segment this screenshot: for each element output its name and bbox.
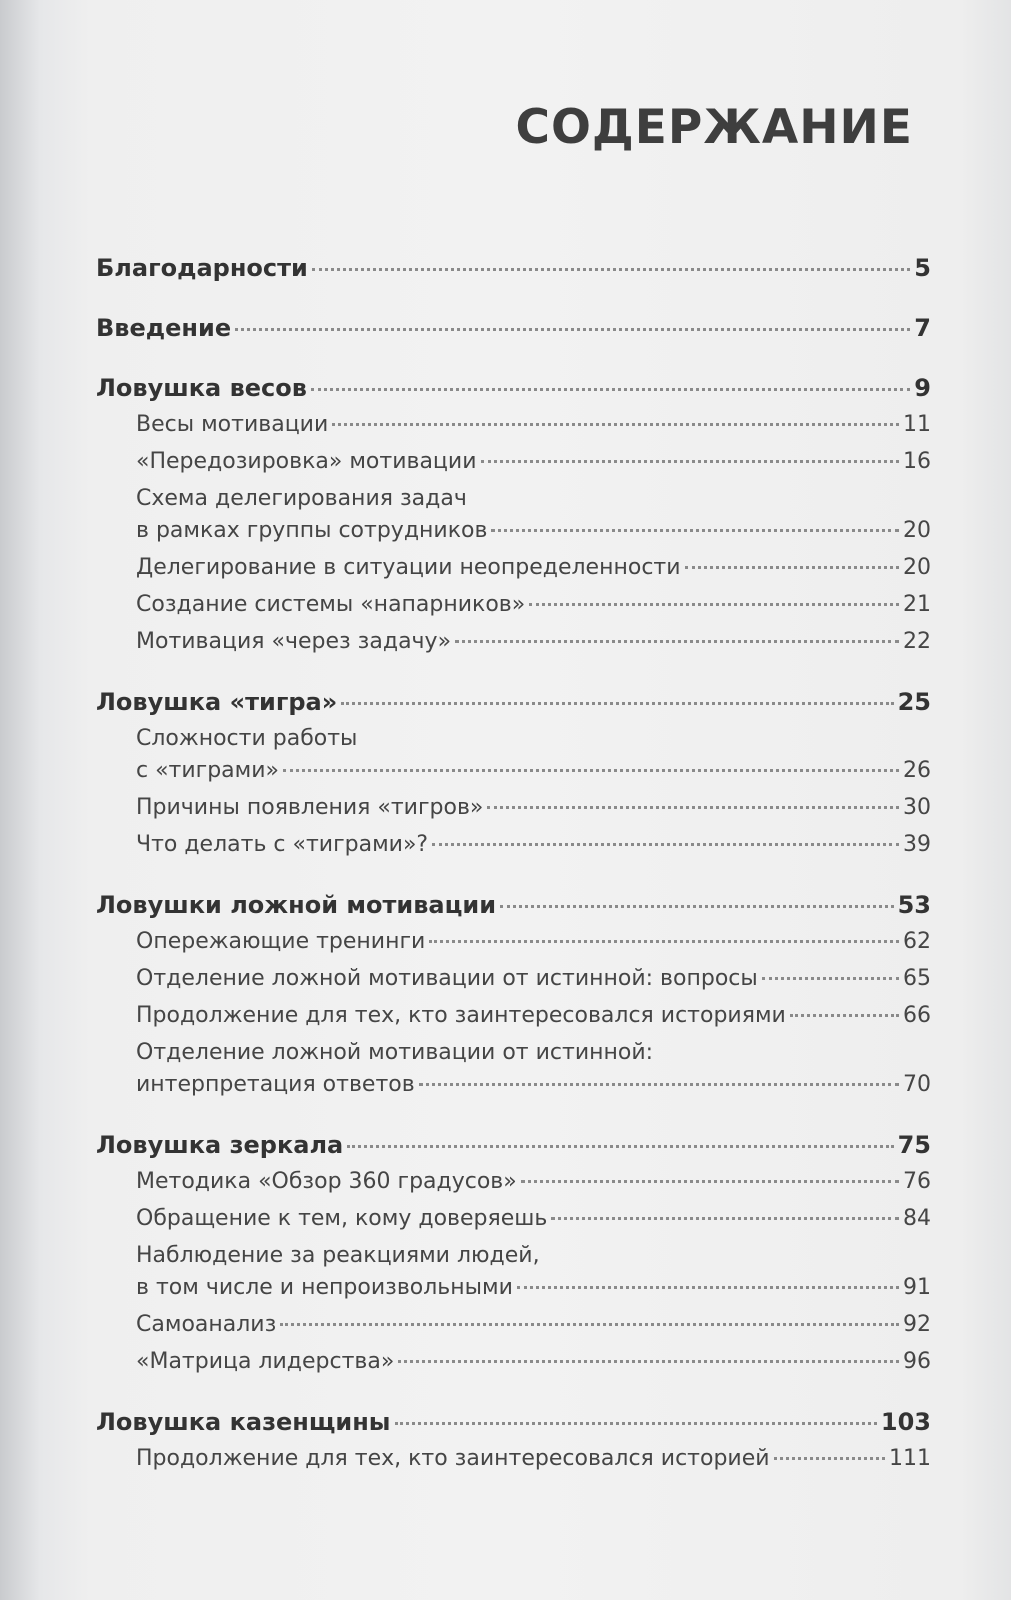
dot-leader <box>517 1286 899 1289</box>
toc-entry-title: Методика «Обзор 360 градусов» <box>136 1169 517 1194</box>
toc-chapter <box>96 312 931 344</box>
toc-page-number: 84 <box>903 1206 931 1231</box>
toc-entry-title: Ловушка казенщины <box>96 1408 391 1436</box>
toc-page-number: 96 <box>903 1349 931 1374</box>
toc-section <box>136 1443 931 1475</box>
toc-page-number: 7 <box>914 314 931 342</box>
dot-leader <box>500 905 894 908</box>
toc-entry-row <box>136 1000 931 1032</box>
toc-page-number: 5 <box>914 254 931 282</box>
toc-section <box>136 409 931 441</box>
toc-entry-row <box>136 1069 931 1101</box>
toc-entry-title: интерпретация ответов <box>136 1072 415 1097</box>
toc-page-number: 20 <box>903 518 931 543</box>
toc-page-number: 21 <box>903 592 931 617</box>
table-of-contents <box>96 252 931 1475</box>
toc-entry-title: Что делать с «тиграми»? <box>136 832 429 857</box>
toc-entry-title: Причины появления «тигров» <box>136 795 484 820</box>
toc-entry-row <box>136 1443 931 1475</box>
toc-entry-title: Ловушка весов <box>96 374 307 402</box>
toc-section <box>136 483 931 547</box>
toc-entry-row <box>136 1346 931 1378</box>
toc-entry-title-line1: Сложности работы <box>136 726 358 751</box>
toc-entry-row <box>96 1129 931 1161</box>
toc-entry-title: «Передозировка» мотивации <box>136 449 477 474</box>
dot-leader <box>491 529 899 532</box>
dot-leader <box>283 769 899 772</box>
toc-entry-title: Ловушка зеркала <box>96 1131 344 1159</box>
toc-entry-row <box>96 686 931 718</box>
page-title: СОДЕРЖАНИЕ <box>515 100 913 155</box>
toc-entry-row <box>136 829 931 861</box>
toc-entry-title: Благодарности <box>96 254 308 282</box>
toc-page-number: 103 <box>880 1408 931 1436</box>
toc-section <box>136 963 931 995</box>
toc-entry-row <box>136 1272 931 1304</box>
toc-entry-title: Самоанализ <box>136 1312 277 1337</box>
toc-entry-title: Опережающие тренинги <box>136 929 426 954</box>
toc-section <box>136 926 931 958</box>
dot-leader <box>521 1180 899 1183</box>
dot-leader <box>432 843 899 846</box>
dot-leader <box>481 460 899 463</box>
toc-entry-title: Делегирование в ситуации неопределенности <box>136 555 681 580</box>
toc-entry-row <box>136 515 931 547</box>
dot-leader <box>429 940 899 943</box>
toc-entry-title: Мотивация «через задачу» <box>136 629 452 654</box>
dot-leader <box>685 566 899 569</box>
toc-entry-row <box>136 755 931 787</box>
toc-entry-title: Введение <box>96 314 232 342</box>
dot-leader <box>419 1083 899 1086</box>
toc-page-number: 39 <box>903 832 931 857</box>
toc-entry-row <box>136 792 931 824</box>
toc-page-number: 91 <box>903 1275 931 1300</box>
toc-entry-row <box>136 963 931 995</box>
toc-entry-row <box>136 589 931 621</box>
toc-page-number: 75 <box>897 1131 931 1159</box>
dot-leader <box>332 423 899 426</box>
toc-entry-title: в рамках группы сотрудников <box>136 518 488 543</box>
toc-chapter <box>96 372 931 404</box>
toc-page-number: 92 <box>903 1312 931 1337</box>
toc-page-number: 30 <box>903 795 931 820</box>
toc-entry-row <box>96 1406 931 1438</box>
toc-entry-row <box>136 552 931 584</box>
toc-page-number: 25 <box>897 688 931 716</box>
toc-entry-title: Обращение к тем, кому доверяешь <box>136 1206 548 1231</box>
toc-section <box>136 1037 931 1101</box>
toc-section <box>136 626 931 658</box>
toc-section <box>136 1000 931 1032</box>
dot-leader <box>398 1360 899 1363</box>
toc-section <box>136 1203 931 1235</box>
toc-page-number: 11 <box>903 412 931 437</box>
toc-entry-title-line1: Наблюдение за реакциями людей, <box>136 1243 540 1268</box>
toc-section <box>136 552 931 584</box>
toc-page-number: 70 <box>903 1072 931 1097</box>
dot-leader <box>347 1145 893 1148</box>
toc-page-number: 62 <box>903 929 931 954</box>
dot-leader <box>395 1422 877 1425</box>
toc-page-number: 66 <box>903 1003 931 1028</box>
toc-section <box>136 792 931 824</box>
toc-entry-title: Ловушки ложной мотивации <box>96 891 497 919</box>
toc-entry-title: Продолжение для тех, кто заинтересовался историями <box>136 1003 786 1028</box>
toc-page-number: 9 <box>914 374 931 402</box>
toc-entry-title: Отделение ложной мотивации от истинной: вопросы <box>136 966 758 991</box>
toc-entry-title: Продолжение для тех, кто заинтересовался историей <box>136 1446 770 1471</box>
toc-page-number: 111 <box>889 1446 931 1471</box>
toc-chapter <box>96 252 931 284</box>
toc-entry-title-line1: Схема делегирования задач <box>136 486 467 511</box>
toc-entry-title: Ловушка «тигра» <box>96 688 338 716</box>
toc-section <box>136 1346 931 1378</box>
toc-entry-row <box>136 409 931 441</box>
toc-page-number: 76 <box>903 1169 931 1194</box>
dot-leader <box>235 328 910 331</box>
dot-leader <box>551 1217 899 1220</box>
toc-chapter <box>96 1129 931 1161</box>
toc-entry-row <box>136 1166 931 1198</box>
toc-entry-title: с «тиграми» <box>136 758 280 783</box>
toc-entry-row <box>136 626 931 658</box>
toc-page-number: 16 <box>903 449 931 474</box>
toc-entry-row <box>96 889 931 921</box>
dot-leader <box>790 1014 899 1017</box>
toc-page-number: 26 <box>903 758 931 783</box>
toc-chapter <box>96 1406 931 1438</box>
toc-section <box>136 446 931 478</box>
toc-entry-row <box>136 446 931 478</box>
dot-leader <box>280 1323 899 1326</box>
toc-section <box>136 829 931 861</box>
dot-leader <box>311 388 910 391</box>
toc-page-number: 53 <box>897 891 931 919</box>
toc-entry-title: в том числе и непроизвольными <box>136 1275 513 1300</box>
toc-page-number: 65 <box>903 966 931 991</box>
toc-entry-row <box>96 252 931 284</box>
toc-chapter <box>96 889 931 921</box>
dot-leader <box>312 268 910 271</box>
toc-entry-row <box>136 1309 931 1341</box>
dot-leader <box>529 603 899 606</box>
dot-leader <box>341 702 893 705</box>
toc-entry-title: «Матрица лидерства» <box>136 1349 395 1374</box>
dot-leader <box>487 806 899 809</box>
toc-section <box>136 589 931 621</box>
toc-entry-title: Весы мотивации <box>136 412 329 437</box>
dot-leader <box>762 977 899 980</box>
toc-section <box>136 1309 931 1341</box>
toc-page-number: 22 <box>903 629 931 654</box>
toc-entry-row <box>96 312 931 344</box>
toc-page-number: 20 <box>903 555 931 580</box>
toc-entry-row <box>136 926 931 958</box>
toc-entry-title-line1: Отделение ложной мотивации от истинной: <box>136 1040 654 1065</box>
toc-section <box>136 1166 931 1198</box>
dot-leader <box>455 640 899 643</box>
toc-entry-row <box>136 1203 931 1235</box>
toc-entry-row <box>96 372 931 404</box>
toc-entry-title: Создание системы «напарников» <box>136 592 526 617</box>
toc-section <box>136 1240 931 1304</box>
toc-section <box>136 723 931 787</box>
dot-leader <box>774 1457 885 1460</box>
toc-chapter <box>96 686 931 718</box>
